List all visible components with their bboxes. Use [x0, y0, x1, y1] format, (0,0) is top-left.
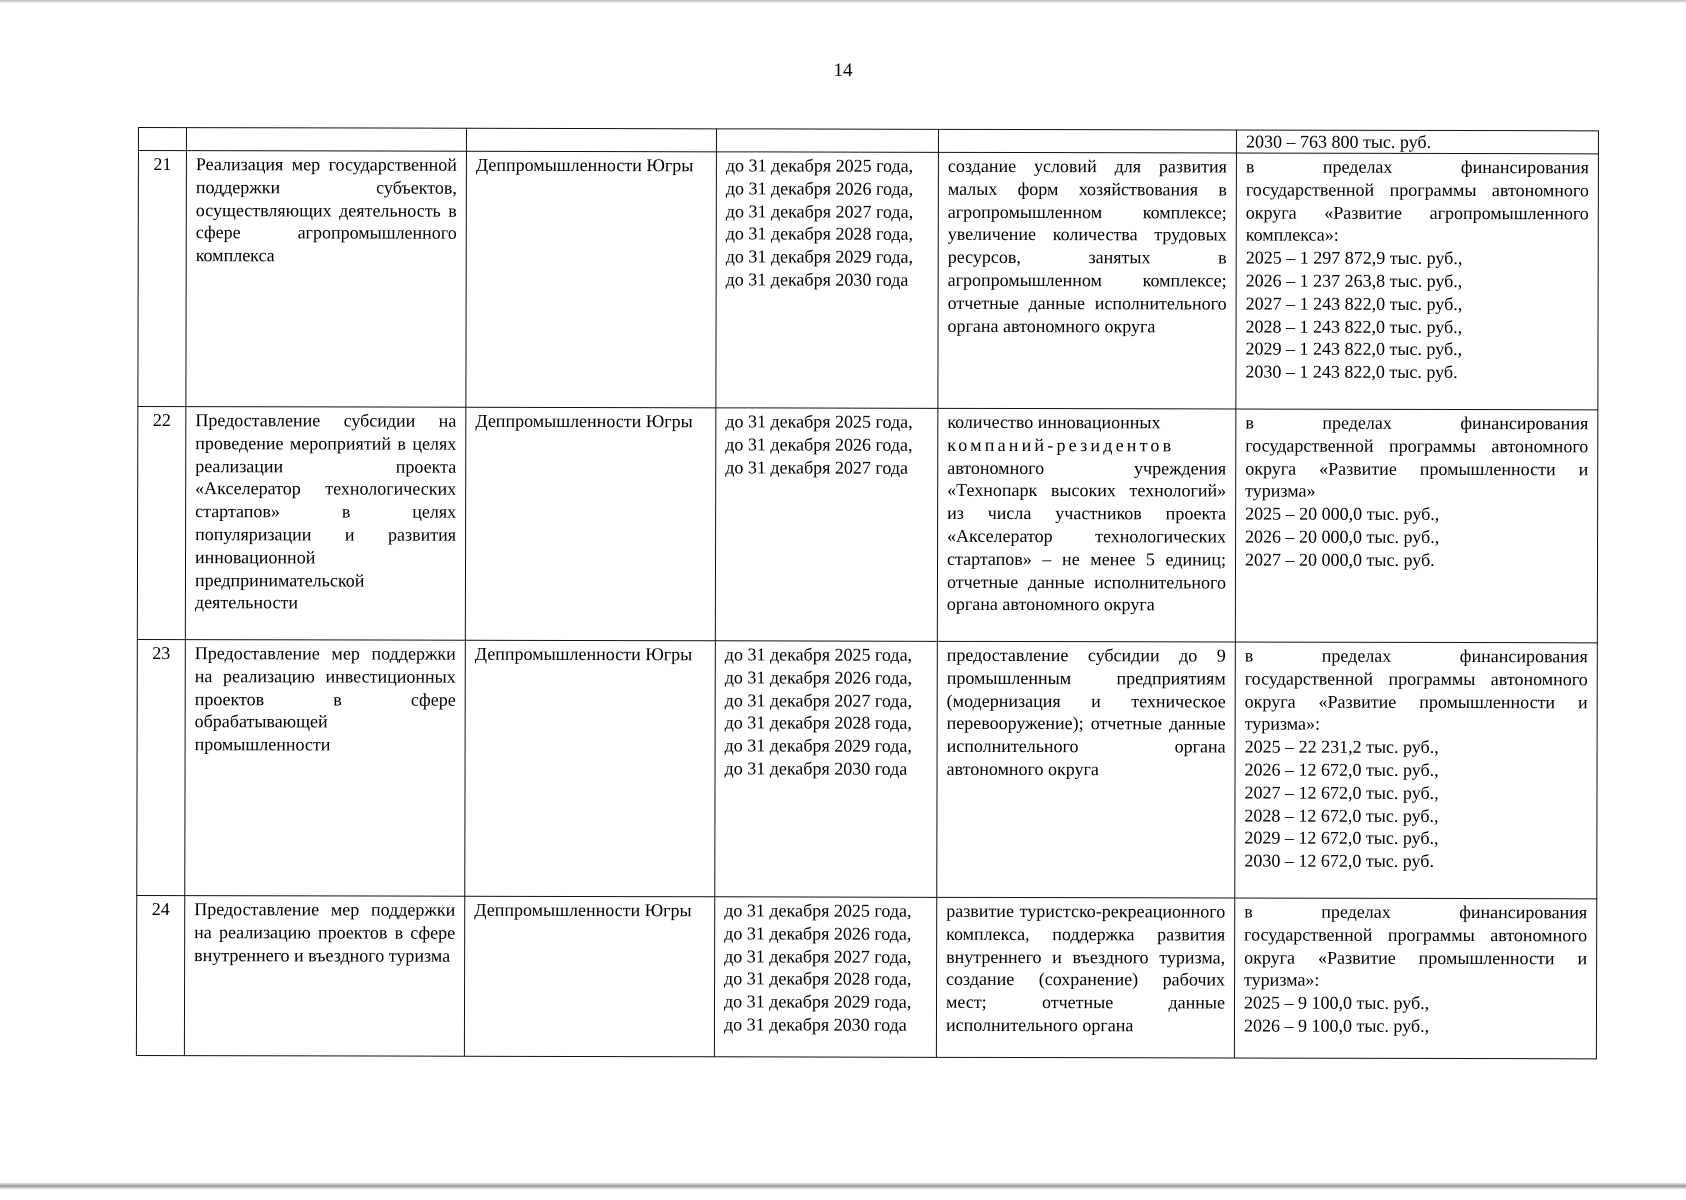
deadline-line: до 31 декабря 2030 года: [723, 1014, 907, 1035]
deadline-line: до 31 декабря 2026 года,: [725, 178, 914, 199]
measure-cell: Реализация мер государственной поддержки субъектов, осуществляющих деятельность в сфере агропромышленного комплекса: [186, 151, 467, 408]
cell-responsible: [466, 128, 716, 152]
measure-cell: Предоставление мер поддержки на реализацию инвестиционных проектов в сфере обрабатывающей промышленности: [185, 640, 466, 897]
funding-line: 2026 – 12 672,0 тыс. руб.,: [1244, 759, 1439, 780]
deadline-line: до 31 декабря 2025 года,: [724, 900, 912, 921]
funding-cell: [1234, 898, 1596, 1059]
cell-number: [138, 128, 186, 151]
deadline-line: до 31 декабря 2029 года,: [723, 991, 912, 1012]
table-row: [137, 639, 1598, 898]
responsible-cell: Деппромышленности Югры: [464, 896, 714, 1057]
funding-intro: в пределах финансирования государственной программы автономного округа «Развитие промышленности и туризма»:: [1244, 645, 1588, 735]
scan-top-edge: [0, 0, 1686, 3]
deadline-cell: [716, 152, 939, 409]
row-number: 23: [137, 639, 186, 895]
funding-cell: [1235, 409, 1598, 643]
deadline-line: до 31 декабря 2025 года,: [725, 411, 913, 432]
measures-table: [136, 127, 1599, 1059]
deadline-line: до 31 декабря 2027 года: [725, 456, 909, 478]
funding-line: 2025 – 20 000,0 тыс. руб.,: [1245, 503, 1440, 525]
deadline-line: до 31 декабря 2029 года,: [725, 246, 914, 267]
deadline-line: до 31 декабря 2027 года,: [724, 945, 912, 967]
funding-intro: в пределах финансирования государственной программы автономного округа «Развитие промышленности и туризма»: [1245, 412, 1589, 502]
funding-line: 2026 – 20 000,0 тыс. руб.,: [1245, 526, 1440, 547]
deadline-line: до 31 декабря 2029 года,: [724, 735, 912, 756]
funding-line: 2027 – 20 000,0 тыс. руб.: [1244, 549, 1435, 570]
scan-bottom-edge: [0, 1183, 1686, 1189]
result-spaced-line: компаний-резидентов: [947, 434, 1175, 456]
deadline-line: до 31 декабря 2030 года: [724, 758, 908, 779]
table-row: [136, 895, 1596, 1058]
cell-deadline: [716, 129, 938, 153]
funding-cell: [1236, 153, 1599, 410]
result-cell: [937, 408, 1236, 642]
result-lead: количество инновационных: [947, 411, 1161, 433]
deadline-cell: [714, 897, 936, 1058]
cell-funding: [1236, 130, 1598, 154]
deadline-line: до 31 декабря 2027 года,: [724, 689, 913, 711]
result-cell: развитие туристско-рекреационного комплекса, поддержка развития внутреннего и въездного туризма, создание (сохранение) рабочих мест; отчетные данные исполнительного органа: [936, 897, 1234, 1058]
measure-cell: Предоставление мер поддержки на реализацию проектов в сфере внутреннего и въездного туризма: [184, 896, 464, 1057]
funding-cell: [1235, 642, 1598, 899]
deadline-line: до 31 декабря 2027 года,: [725, 200, 914, 222]
deadline-cell: [715, 408, 938, 642]
continuation-row: [138, 128, 1598, 154]
funding-intro: в пределах финансирования государственной программы автономного округа «Развитие агропромышленного комплекса»:: [1245, 156, 1589, 246]
row-number: 22: [137, 407, 186, 640]
deadline-line: до 31 декабря 2028 года,: [724, 968, 912, 990]
funding-line: 2029 – 12 672,0 тыс. руб.,: [1244, 827, 1439, 849]
result-text: автономного учреждения «Технопарк высоких технологий» из числа участников проекта «Акселератор технологических стартапов» – не менее 5 единиц; отчетные данные исполнительного органа автономного округа: [946, 457, 1227, 615]
funding-line: 2028 – 12 672,0 тыс. руб.,: [1244, 805, 1439, 826]
deadline-line: до 31 декабря 2026 года,: [724, 923, 912, 944]
result-cell: создание условий для развития малых форм хозяйствования в агропромышленном комплексе; увеличение количества трудовых ресурсов, занятых в агропромышленном комплексе; отчетные данные исполнительного органа автономного округа: [938, 152, 1237, 409]
funding-line: 2025 – 1 297 872,9 тыс. руб.,: [1245, 247, 1463, 269]
funding-intro: в пределах финансирования государственной программы автономного округа «Развитие промышленности и туризма»:: [1244, 901, 1588, 991]
cell-result: [938, 129, 1236, 153]
responsible-cell: Деппромышленности Югры: [465, 640, 716, 897]
cell-measure: [186, 128, 466, 152]
funding-line: 2026 – 9 100,0 тыс. руб.,: [1243, 1015, 1430, 1036]
funding-line: 2025 – 22 231,2 тыс. руб.,: [1244, 736, 1439, 758]
responsible-cell: Деппромышленности Югры: [466, 151, 717, 408]
deadline-line: до 31 декабря 2025 года,: [725, 155, 914, 176]
result-cell: предоставление субсидии до 9 промышленным предприятиям (модернизация и техническое перевооружение); отчетные данные исполнительного органа автономного округа: [937, 641, 1236, 898]
row-number: 24: [136, 895, 184, 1055]
deadline-line: до 31 декабря 2028 года,: [725, 223, 914, 245]
document-sheet: [136, 127, 1598, 1081]
responsible-cell: Деппромышленности Югры: [465, 407, 716, 641]
funding-line: 2028 – 1 243 822,0 тыс. руб.,: [1245, 316, 1463, 337]
funding-line: 2030 – 763 800 тыс. руб.: [1245, 131, 1432, 152]
deadline-line: до 31 декабря 2026 года,: [725, 434, 913, 455]
funding-line: 2025 – 9 100,0 тыс. руб.,: [1243, 992, 1430, 1014]
funding-line: 2030 – 1 243 822,0 тыс. руб.: [1245, 361, 1458, 383]
deadline-line: до 31 декабря 2028 года,: [724, 712, 912, 734]
deadline-line: до 31 декабря 2026 года,: [724, 667, 913, 688]
deadline-line: до 31 декабря 2030 года: [725, 269, 909, 290]
measure-cell: Предоставление субсидии на проведение мероприятий в целях реализации проекта «Акселератор технологических стартапов» в целях популяризации и развития инновационной предпринимательской деятельности: [185, 407, 466, 641]
row-number: 21: [138, 151, 187, 407]
deadline-cell: [715, 641, 938, 898]
funding-line: 2029 – 1 243 822,0 тыс. руб.,: [1245, 338, 1463, 360]
deadline-line: до 31 декабря 2025 года,: [724, 644, 913, 665]
funding-line: 2026 – 1 237 263,8 тыс. руб.,: [1245, 270, 1463, 291]
funding-line: 2027 – 12 672,0 тыс. руб.,: [1244, 782, 1439, 803]
table-row: [138, 151, 1599, 410]
table-row: [137, 407, 1598, 643]
funding-line: 2030 – 12 672,0 тыс. руб.: [1244, 850, 1435, 872]
page-number: 14: [833, 60, 853, 81]
funding-line: 2027 – 1 243 822,0 тыс. руб.,: [1245, 293, 1463, 314]
